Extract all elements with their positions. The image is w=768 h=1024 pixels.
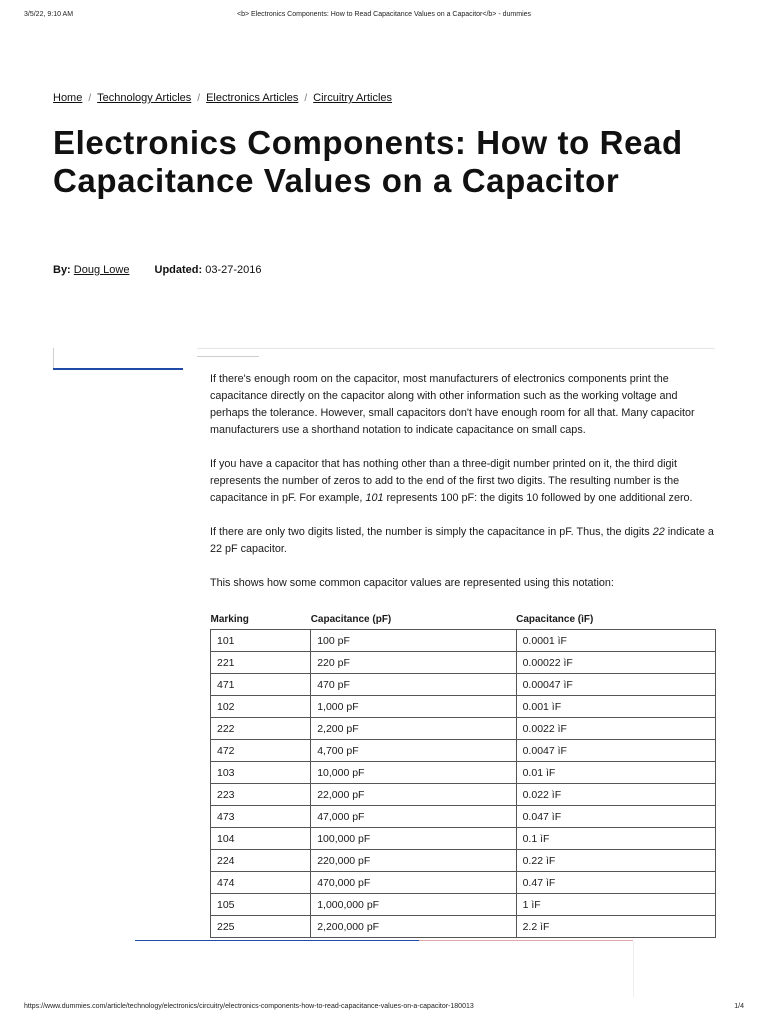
cell-capacitance-pf: 47,000 pF: [311, 806, 516, 828]
cell-capacitance-pf: 1,000 pF: [311, 696, 516, 718]
paragraph-4: This shows how some common capacitor values are represented using this notation:: [210, 577, 614, 589]
cell-capacitance-pf: 220,000 pF: [311, 850, 516, 872]
cell-capacitance-uf: 0.0022 ìF: [516, 718, 715, 740]
cell-capacitance-pf: 470 pF: [311, 674, 516, 696]
cell-marking: 474: [211, 872, 311, 894]
print-header: [24, 11, 744, 23]
cell-capacitance-pf: 100 pF: [311, 630, 516, 652]
page-number: 1/4: [734, 1003, 744, 1010]
cell-capacitance-uf: 0.00022 ìF: [516, 652, 715, 674]
cell-marking: 221: [211, 652, 311, 674]
cell-marking: 472: [211, 740, 311, 762]
article-title: Electronics Components: How to Read Capacitance Values on a Capacitor: [53, 124, 683, 199]
content-divider: [197, 348, 715, 349]
cell-marking: 473: [211, 806, 311, 828]
table-row: [211, 762, 716, 784]
byline: [53, 264, 262, 276]
cell-capacitance-pf: 2,200,000 pF: [311, 916, 516, 938]
table-row: [211, 916, 716, 938]
breadcrumb-technology-link[interactable]: Technology Articles: [97, 92, 192, 104]
breadcrumb-electronics-link[interactable]: Electronics Articles: [206, 92, 299, 104]
breadcrumb-separator: /: [88, 93, 92, 104]
paragraph-3: If there are only two digits listed, the number is simply the capacitance in pF. Thus, the digits 22 indicate a 22 pF capacitor.: [210, 526, 714, 555]
breadcrumb-separator: /: [197, 93, 201, 104]
cell-capacitance-pf: 100,000 pF: [311, 828, 516, 850]
header-marking: Marking: [210, 613, 249, 625]
article-body: [210, 371, 716, 609]
updated-date: 03-27-2016: [205, 264, 262, 276]
cell-capacitance-pf: 2,200 pF: [311, 718, 516, 740]
by-label: By:: [53, 264, 71, 276]
cell-marking: 223: [211, 784, 311, 806]
cell-capacitance-uf: 0.047 ìF: [516, 806, 715, 828]
author-link[interactable]: Doug Lowe: [73, 264, 130, 276]
cell-capacitance-uf: 0.22 ìF: [516, 850, 715, 872]
table-header-row: [211, 612, 716, 630]
table-row: [211, 894, 716, 916]
cell-capacitance-pf: 10,000 pF: [311, 762, 516, 784]
cell-marking: 471: [211, 674, 311, 696]
content-tab-mark: [197, 356, 259, 357]
table-row: [211, 784, 716, 806]
cell-capacitance-uf: 0.022 ìF: [516, 784, 715, 806]
cell-capacitance-uf: 2.2 ìF: [516, 916, 715, 938]
updated-label: Updated:: [154, 264, 203, 276]
cell-capacitance-pf: 4,700 pF: [311, 740, 516, 762]
cell-marking: 225: [211, 916, 311, 938]
capacitor-values-table: [210, 612, 716, 938]
cell-marking: 102: [211, 696, 311, 718]
cell-marking: 222: [211, 718, 311, 740]
emphasis-22: 22: [652, 526, 665, 538]
print-date: 3/5/22, 9:10 AM: [24, 11, 74, 18]
cell-capacitance-uf: 0.001 ìF: [516, 696, 715, 718]
cell-capacitance-pf: 1,000,000 pF: [311, 894, 516, 916]
cell-capacitance-uf: 1 ìF: [516, 894, 715, 916]
table-row: [211, 630, 716, 652]
cell-capacitance-uf: 0.1 ìF: [516, 828, 715, 850]
header-capacitance-pf: Capacitance (pF): [310, 613, 392, 625]
table-row: [211, 806, 716, 828]
sidebar-divider: [53, 348, 54, 368]
breadcrumb: [53, 92, 392, 104]
cell-marking: 103: [211, 762, 311, 784]
table-row: [211, 696, 716, 718]
breadcrumb-separator: /: [304, 93, 308, 104]
sidebar-accent-bar: [53, 368, 183, 370]
emphasis-101: 101: [365, 492, 384, 504]
breadcrumb-home-link[interactable]: Home: [53, 92, 83, 104]
cell-marking: 224: [211, 850, 311, 872]
table-row: [211, 652, 716, 674]
paragraph-2: If you have a capacitor that has nothing other than a three-digit number printed on it, the third digit represents the number of zeros to add to the end of the first two digits. The resulting number is the capacitance in pF. For example, 101 represents 100 pF: the digits 10 followed by one additional zero.: [210, 458, 693, 504]
ad-slot: [135, 941, 634, 997]
breadcrumb-circuitry-link[interactable]: Circuitry Articles: [313, 92, 393, 104]
cell-marking: 101: [211, 630, 311, 652]
print-url: https://www.dummies.com/article/technology/electronics/circuitry/electronics-components-how-to-read-capacitance-values-on-a-capacitor-180013: [24, 1003, 474, 1010]
cell-capacitance-uf: 0.01 ìF: [516, 762, 715, 784]
cell-marking: 105: [211, 894, 311, 916]
table-body: [211, 630, 716, 938]
print-footer: [24, 1003, 744, 1015]
table-row: [211, 872, 716, 894]
cell-capacitance-pf: 22,000 pF: [311, 784, 516, 806]
paragraph-1: If there's enough room on the capacitor, most manufacturers of electronics components print the capacitance directly on the capacitor along with other information such as the working voltage and perhaps the tolerance. However, small capacitors don't have enough room for all that. Many capacitor manufacturers use a shorthand notation to indicate capacitance on small caps.: [210, 373, 695, 436]
cell-marking: 104: [211, 828, 311, 850]
print-page-title: <b> Electronics Components: How to Read Capacitance Values on a Capacitor</b> - dummies: [236, 11, 532, 18]
cell-capacitance-uf: 0.0001 ìF: [516, 630, 715, 652]
table-row: [211, 718, 716, 740]
capacitor-table-wrap: [210, 612, 716, 938]
table-row: [211, 850, 716, 872]
table-row: [211, 828, 716, 850]
table-row: [211, 740, 716, 762]
cell-capacitance-uf: 0.00047 ìF: [516, 674, 715, 696]
header-capacitance-uf: Capacitance (ìF): [516, 613, 594, 625]
table-row: [211, 674, 716, 696]
cell-capacitance-pf: 470,000 pF: [311, 872, 516, 894]
cell-capacitance-uf: 0.0047 ìF: [516, 740, 715, 762]
updated-info: [155, 264, 262, 276]
cell-capacitance-pf: 220 pF: [311, 652, 516, 674]
cell-capacitance-uf: 0.47 ìF: [516, 872, 715, 894]
